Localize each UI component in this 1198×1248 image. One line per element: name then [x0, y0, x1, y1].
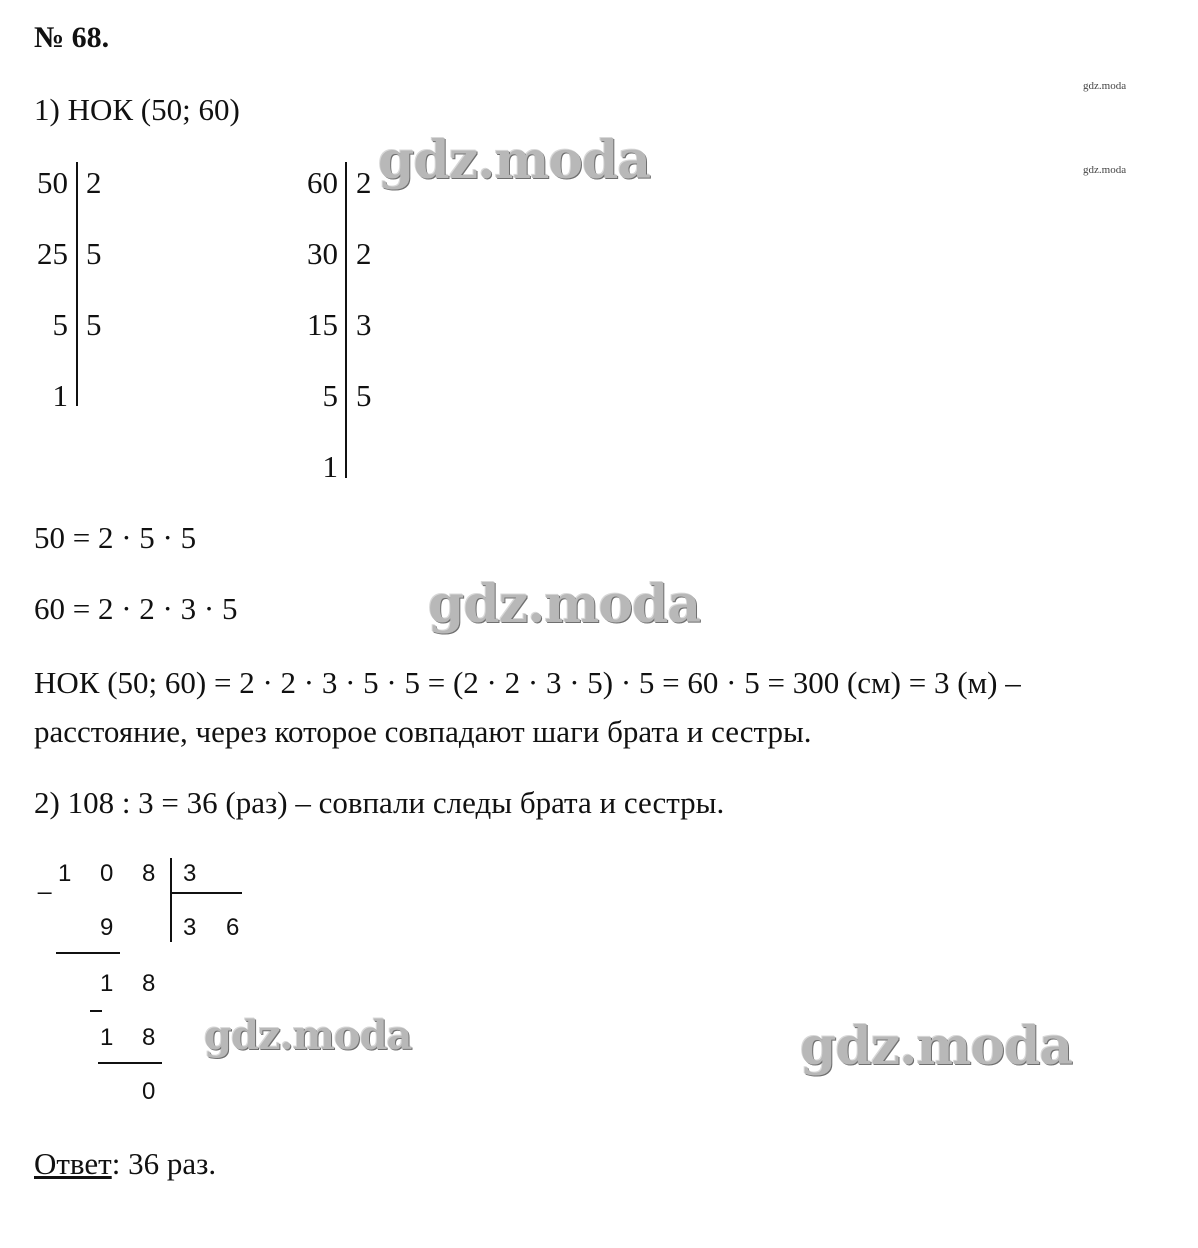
watermark-4: gdz.moda — [800, 1016, 1073, 1077]
dividend-digit: 8 — [142, 860, 156, 887]
fact60-number: 30 — [307, 236, 338, 271]
division-horizontal-line — [170, 892, 242, 894]
watermark-2: gdz.moda — [428, 574, 701, 635]
dividend-digit: 0 — [100, 860, 114, 887]
equation-50: 50 = 2 · 5 · 5 — [34, 520, 197, 555]
answer-label: Ответ — [34, 1146, 112, 1181]
watermark-3: gdz.moda — [204, 1012, 412, 1059]
divisor-digit: 3 — [183, 860, 197, 887]
lcm-line-2: расстояние, через которое совпадают шаги брата и сестры. — [34, 714, 812, 749]
fact50-number: 5 — [52, 307, 68, 342]
fact60-divisor: 2 — [356, 165, 372, 200]
problem-number: № 68. — [34, 21, 110, 54]
answer — [34, 1146, 216, 1182]
fact50-number: 25 — [37, 236, 68, 271]
fact50-divisor: 5 — [86, 236, 102, 271]
fact60-divisor: 5 — [356, 378, 372, 413]
watermark-1: gdz.moda — [378, 130, 651, 191]
fact60-number: 1 — [322, 449, 338, 484]
fact50-divisor: 5 — [86, 307, 102, 342]
fact60-divider — [345, 162, 347, 478]
fact50-divisor: 2 — [86, 165, 102, 200]
fact50-number: 1 — [52, 378, 68, 413]
part1-heading: 1) НОК (50; 60) — [34, 92, 240, 127]
fact50-number: 50 — [37, 165, 68, 200]
fact50-divider — [76, 162, 78, 406]
lcm-line-1: НОК (50; 60) = 2 · 2 · 3 · 5 · 5 = (2 · 2 · 3 · 5) · 5 = 60 · 5 = 300 (см) = 3 (м) – — [34, 665, 1021, 700]
minus-sign-2 — [90, 1010, 102, 1012]
answer-text: : 36 раз. — [111, 1146, 217, 1181]
fact60-number: 60 — [307, 165, 338, 200]
equation-60: 60 = 2 · 2 · 3 · 5 — [34, 591, 238, 626]
dividend-digit: 1 — [58, 860, 72, 887]
watermark-small-2: gdz.moda — [1083, 164, 1127, 176]
quotient-digit: 6 — [226, 914, 240, 941]
minus-sign: _ — [38, 868, 52, 895]
remainder-digit: 8 — [142, 970, 156, 997]
subtrahend-1: 9 — [100, 914, 114, 941]
quotient-digit: 3 — [183, 914, 197, 941]
fact60-divisor: 2 — [356, 236, 372, 271]
subtract-line-1 — [56, 952, 120, 954]
fact60-divisor: 3 — [356, 307, 372, 342]
subtrahend-2-digit: 1 — [100, 1024, 114, 1051]
watermark-small-1: gdz.moda — [1083, 80, 1127, 92]
part2-line: 2) 108 : 3 = 36 (раз) – совпали следы брата и сестры. — [34, 785, 725, 820]
subtrahend-2-digit: 8 — [142, 1024, 156, 1051]
division-vertical-line — [170, 858, 172, 942]
fact60-number: 15 — [307, 307, 338, 342]
subtract-line-2 — [98, 1062, 162, 1064]
fact60-number: 5 — [322, 378, 338, 413]
remainder-digit: 1 — [100, 970, 114, 997]
final-remainder: 0 — [142, 1078, 156, 1105]
